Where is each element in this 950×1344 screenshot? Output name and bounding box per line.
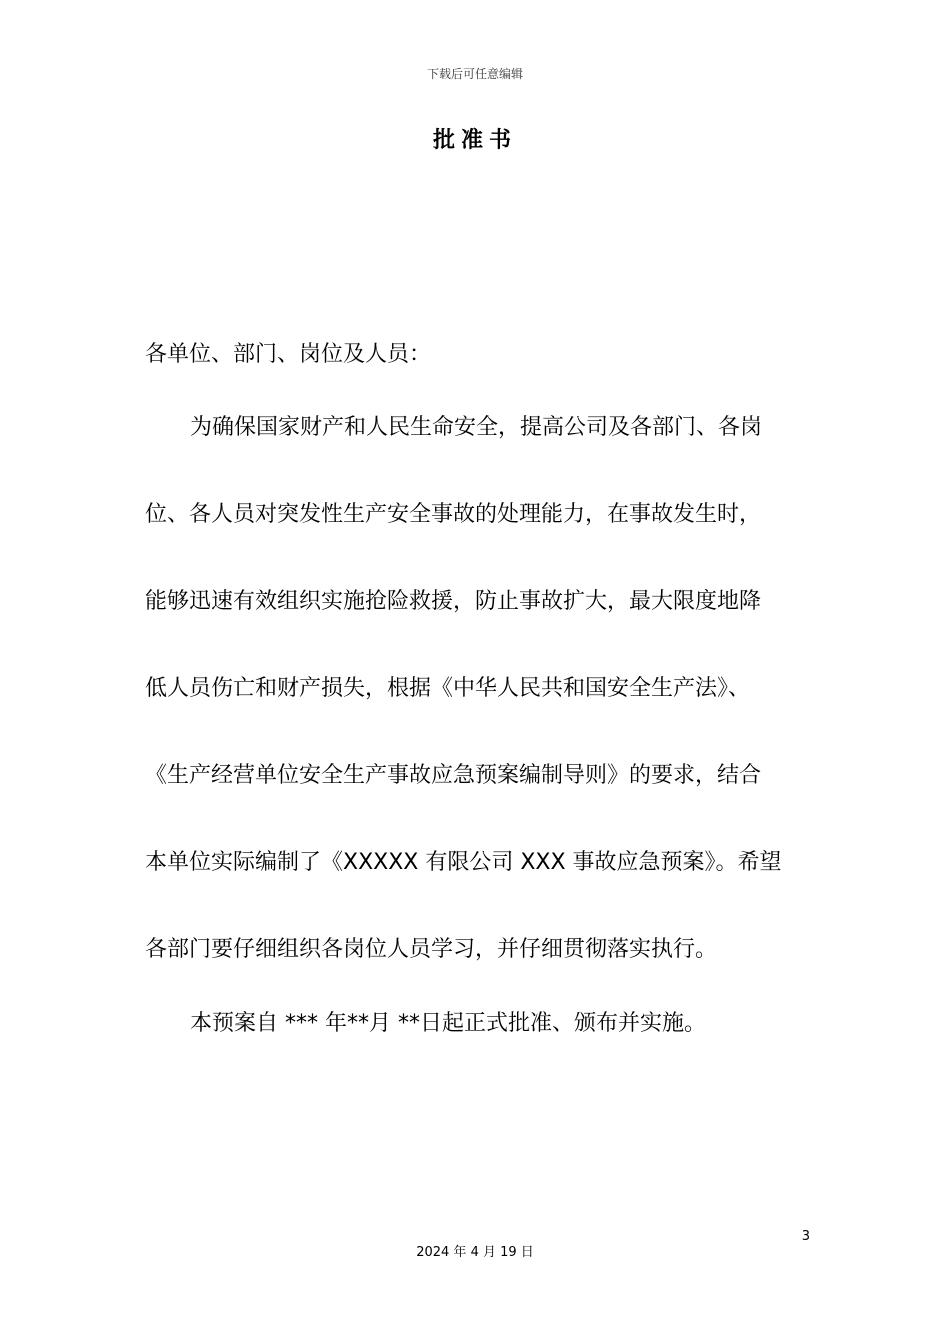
- effective-date-paragraph: 本预案自 *** 年**月 **日起正式批准、颁布并实施。: [190, 1011, 706, 1036]
- paragraph-line-6: 本单位实际编制了《XXXXX 有限公司 XXX 事故应急预案》。希望: [145, 850, 782, 875]
- page-number: 3: [801, 1229, 810, 1244]
- salutation: 各单位、部门、岗位及人员：: [145, 342, 432, 367]
- paragraph-line-7: 各部门要仔细组织各岗位人员学习，并仔细贯彻落实执行。: [145, 937, 718, 962]
- paragraph-line-1: 为确保国家财产和人民生命安全，提高公司及各部门、各岗: [190, 415, 763, 440]
- document-title: 批准书: [432, 128, 517, 153]
- paragraph-line-2: 位、各人员对突发性生产安全事故的处理能力，在事故发生时，: [145, 502, 762, 527]
- header-note: 下载后可任意编辑: [426, 67, 523, 81]
- footer-date: 2024 年 4 月 19 日: [416, 1245, 534, 1260]
- paragraph-line-5: 《生产经营单位安全生产事故应急预案编制导则》的要求，结合: [145, 763, 762, 788]
- paragraph-line-3: 能够迅速有效组织实施抢险救援，防止事故扩大，最大限度地降: [145, 589, 762, 614]
- paragraph-line-4: 低人员伤亡和财产损失，根据《中华人民共和国安全生产法》、: [145, 676, 751, 701]
